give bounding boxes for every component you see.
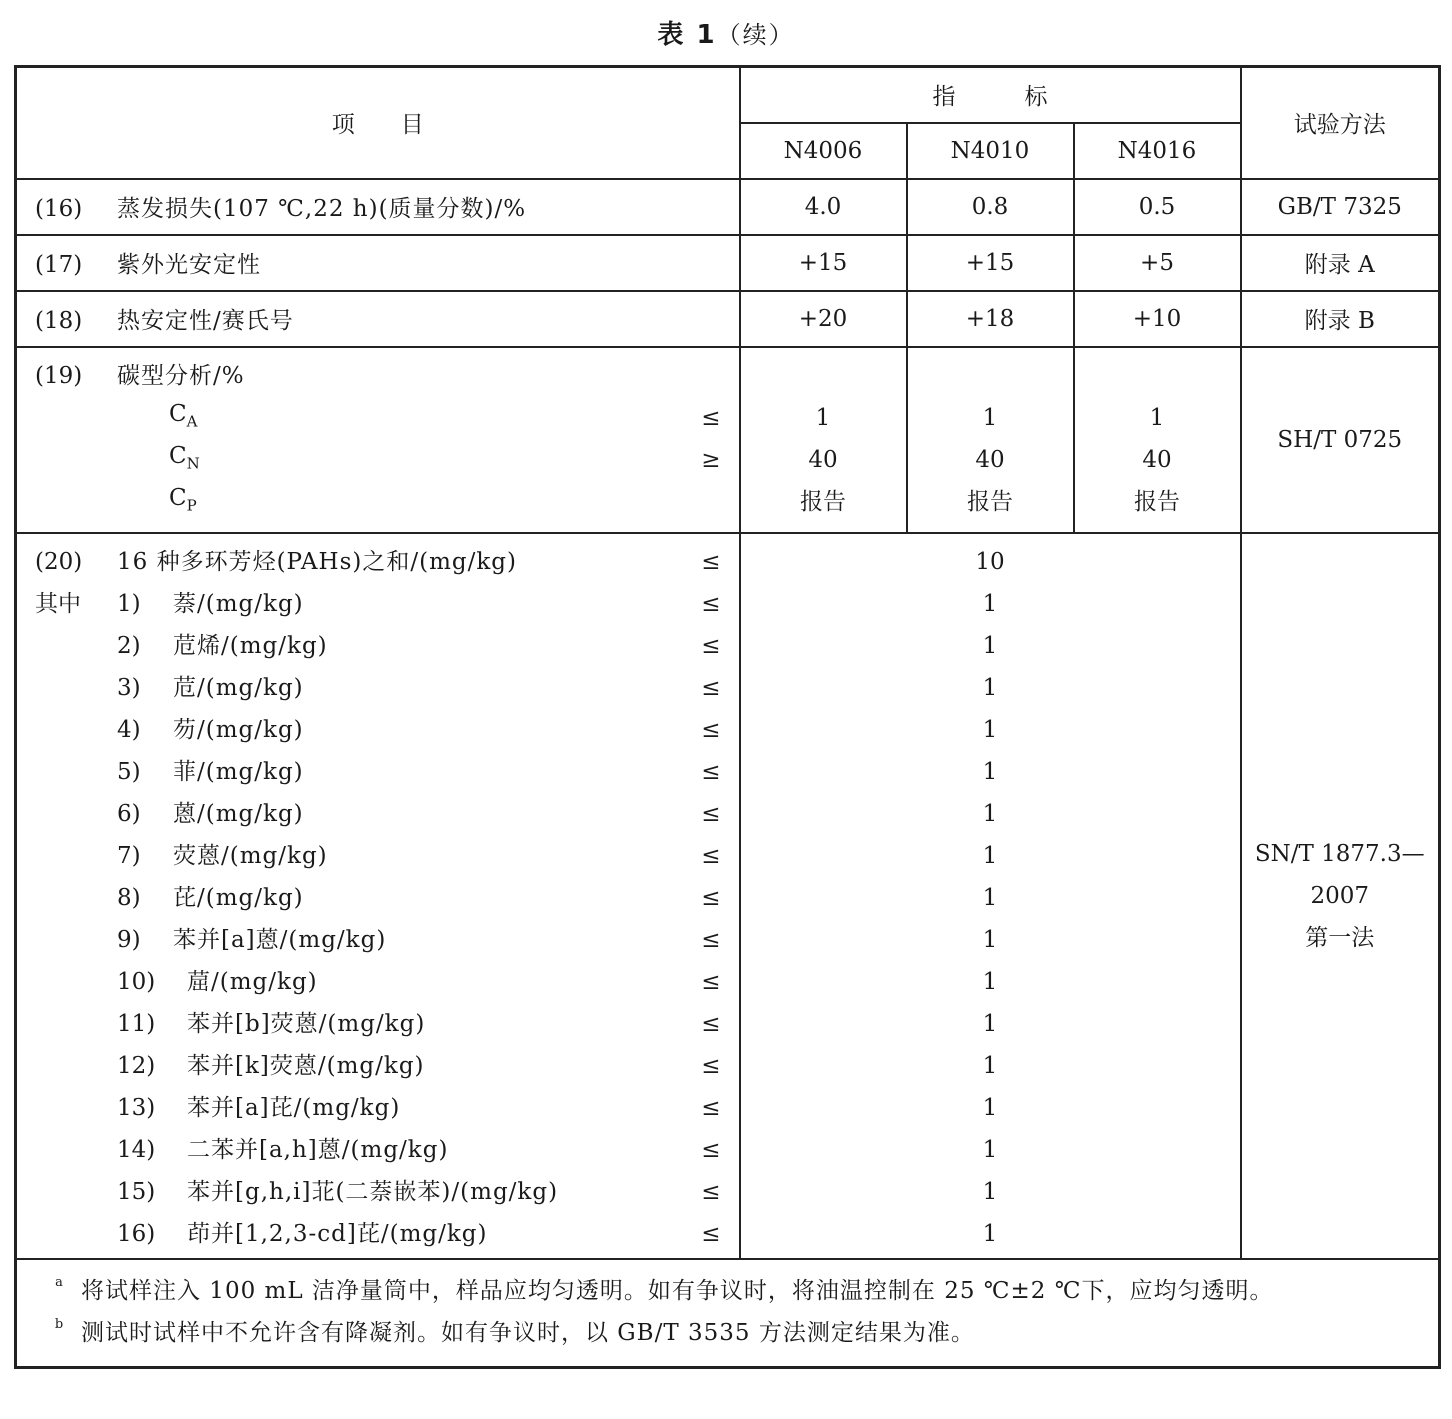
note-b — [37, 1312, 1418, 1354]
inequality-symbol: ≤ — [701, 1220, 721, 1247]
item-index: 13) — [117, 1094, 156, 1121]
value-cell: 1 — [982, 884, 998, 911]
inequality-symbol: ≤ — [701, 884, 721, 911]
value-cell: 1 — [982, 800, 998, 827]
method-cell: 附录 A — [1241, 235, 1440, 291]
item-name: 苯并[a]蒽/(mg/kg) — [173, 926, 387, 953]
inequality-symbol: ≤ — [701, 842, 721, 869]
title-continued: （续） — [716, 21, 795, 49]
pah-total-line — [17, 541, 739, 583]
value-cell: +20 — [740, 291, 907, 347]
value-cell: 报告 — [1134, 488, 1180, 515]
header-index: 指 标 — [740, 67, 1241, 123]
row-number: (18) — [35, 308, 83, 334]
note-text: 测试时试样中不允许含有降凝剂。如有争议时，以 GB/T 3535 方法测定结果为准。 — [81, 1319, 975, 1346]
item-name: 茚并[1,2,3-cd]芘/(mg/kg) — [187, 1220, 488, 1247]
item-index: 10) — [117, 968, 156, 995]
method-line: SN/T 1877.3— — [1254, 840, 1425, 867]
method-line: 第一法 — [1305, 924, 1375, 951]
pah-values — [740, 533, 1241, 1259]
inequality-symbol: ≥ — [701, 446, 721, 473]
value-cell: +18 — [907, 291, 1074, 347]
pah-values-list — [741, 583, 1240, 1255]
item-index: 5) — [117, 758, 141, 785]
item-index: 11) — [117, 1010, 156, 1037]
inequality-symbol: ≤ — [701, 1094, 721, 1121]
pah-items — [17, 583, 739, 1255]
pah-item-line — [17, 625, 739, 667]
item-index: 15) — [117, 1178, 156, 1205]
carbon-base: C — [169, 484, 187, 511]
item-name: 苊/(mg/kg) — [173, 674, 304, 701]
item-index: 16) — [117, 1220, 156, 1247]
item-name: 芴/(mg/kg) — [173, 716, 304, 743]
value-cell: 报告 — [800, 488, 846, 515]
header-item: 项 目 — [16, 67, 740, 179]
item-index: 8) — [117, 884, 141, 911]
value-cell: 1 — [982, 1178, 998, 1205]
header-grade-n4010: N4010 — [907, 123, 1074, 179]
inequality-symbol: ≤ — [701, 590, 721, 617]
inequality-symbol: ≤ — [701, 1178, 721, 1205]
row-name: 热安定性/赛氏号 — [117, 308, 294, 334]
item-name: 蒽/(mg/kg) — [173, 800, 304, 827]
item-index: 4) — [117, 716, 141, 743]
pah-item-line — [17, 1045, 739, 1087]
row-17-item — [16, 235, 740, 291]
value-cell: 1 — [982, 926, 998, 953]
value-cell: 0.8 — [907, 179, 1074, 235]
pah-item-line — [17, 877, 739, 919]
pah-item-line — [17, 751, 739, 793]
pah-item-line — [17, 919, 739, 961]
inequality-symbol: ≤ — [701, 758, 721, 785]
carbon-subscript: P — [186, 496, 197, 515]
carbon-values-n4016 — [1074, 347, 1241, 533]
value-cell: 1 — [982, 842, 998, 869]
carbon-subscript: N — [186, 454, 200, 473]
value-cell: +10 — [1074, 291, 1241, 347]
value-cell: 报告 — [967, 488, 1013, 515]
value-cell: 1 — [1149, 404, 1165, 431]
item-index: 1) — [117, 590, 141, 617]
row-number: (17) — [35, 252, 83, 278]
item-name: 菲/(mg/kg) — [173, 758, 304, 785]
inequality-symbol: ≤ — [701, 1010, 721, 1037]
pah-item-line — [17, 961, 739, 1003]
inequality-symbol: ≤ — [701, 632, 721, 659]
carbon-values-n4010 — [907, 347, 1074, 533]
row-20-item — [16, 533, 740, 1259]
carbon-base: C — [169, 442, 187, 469]
row-name: 16 种多环芳烃(PAHs)之和/(mg/kg) — [117, 548, 517, 575]
row-18-item — [16, 291, 740, 347]
item-index: 14) — [117, 1136, 156, 1163]
carbon-values-n4006 — [740, 347, 907, 533]
method-cell: 附录 B — [1241, 291, 1440, 347]
value-cell: 40 — [975, 446, 1005, 473]
item-name: 二苯并[a,h]蒽/(mg/kg) — [187, 1136, 449, 1163]
item-name: 苯并[a]芘/(mg/kg) — [187, 1094, 401, 1121]
method-line: 2007 — [1310, 882, 1370, 909]
item-name: 苯并[b]荧蒽/(mg/kg) — [187, 1010, 426, 1037]
pah-item-line — [17, 793, 739, 835]
table-row — [16, 179, 1440, 235]
inequality-symbol: ≤ — [701, 800, 721, 827]
header-method: 试验方法 — [1241, 67, 1440, 179]
spec-table — [14, 65, 1441, 1369]
pah-item-line — [17, 1087, 739, 1129]
row-number: (20) — [35, 548, 83, 575]
carbon-cn-line — [17, 439, 739, 481]
value-cell: 40 — [808, 446, 838, 473]
item-index: 7) — [117, 842, 141, 869]
note-text: 将试样注入 100 mL 洁净量筒中，样品应均匀透明。如有争议时，将油温控制在 25 ℃±2 ℃下，应均匀透明。 — [81, 1277, 1274, 1304]
value-cell: 40 — [1142, 446, 1172, 473]
value-cell: 1 — [815, 404, 831, 431]
value-cell: 1 — [982, 632, 998, 659]
pah-method-cell — [1241, 533, 1440, 1259]
footnote-mark: a — [55, 1274, 63, 1290]
inequality-symbol: ≤ — [701, 1136, 721, 1163]
value-cell: 1 — [982, 968, 998, 995]
item-index: 2) — [117, 632, 141, 659]
inequality-symbol: ≤ — [701, 1052, 721, 1079]
pah-item-line — [17, 1003, 739, 1045]
note-a — [37, 1270, 1418, 1312]
title-text: 表 1 — [657, 20, 717, 50]
item-name: 苊烯/(mg/kg) — [173, 632, 328, 659]
value-cell: 1 — [982, 1094, 998, 1121]
inequality-symbol: ≤ — [701, 926, 721, 953]
row-name: 蒸发损失(107 ℃,22 h)(质量分数)/% — [117, 196, 527, 222]
inequality-symbol: ≤ — [701, 968, 721, 995]
inequality-symbol: ≤ — [701, 716, 721, 743]
item-name: 苯并[g,h,i]苝(二萘嵌苯)/(mg/kg) — [187, 1178, 559, 1205]
value-cell: 1 — [982, 716, 998, 743]
among-label: 其中 — [35, 590, 81, 617]
item-name: 苯并[k]荧蒽/(mg/kg) — [187, 1052, 425, 1079]
item-name: 芘/(mg/kg) — [173, 884, 304, 911]
value-cell: 1 — [982, 674, 998, 701]
table-row — [16, 235, 1440, 291]
value-cell: 1 — [982, 1052, 998, 1079]
method-cell: GB/T 7325 — [1241, 179, 1440, 235]
pah-item-line — [17, 667, 739, 709]
item-index: 3) — [117, 674, 141, 701]
value-cell: 1 — [982, 1136, 998, 1163]
value-cell: 1 — [982, 404, 998, 431]
row-16-item — [16, 179, 740, 235]
row-name: 碳型分析/% — [117, 362, 245, 389]
value-cell: 1 — [982, 590, 998, 617]
pah-item-line — [17, 1171, 739, 1213]
pah-item-line — [17, 1213, 739, 1255]
value-cell: 1 — [982, 1220, 998, 1247]
value-cell: 1 — [982, 758, 998, 785]
pah-item-line — [17, 1129, 739, 1171]
value-cell: +15 — [740, 235, 907, 291]
item-name: 萘/(mg/kg) — [173, 590, 304, 617]
row-number: (19) — [35, 362, 83, 389]
footnote-mark: b — [54, 1316, 64, 1332]
value-cell: +5 — [1074, 235, 1241, 291]
item-name: 荧蒽/(mg/kg) — [173, 842, 328, 869]
table-row — [16, 347, 1440, 533]
row-number: (16) — [35, 196, 83, 222]
value-cell: 10 — [975, 548, 1005, 575]
carbon-cp-line — [17, 481, 739, 523]
item-name: 䓛/(mg/kg) — [187, 968, 318, 995]
row-19-item — [16, 347, 740, 533]
notes-cell — [16, 1259, 1440, 1368]
method-cell: SH/T 0725 — [1241, 347, 1440, 533]
row-name: 紫外光安定性 — [117, 252, 261, 278]
value-cell: 0.5 — [1074, 179, 1241, 235]
inequality-symbol: ≤ — [701, 548, 721, 575]
item-index: 12) — [117, 1052, 156, 1079]
carbon-base: C — [169, 400, 187, 427]
carbon-subscript: A — [186, 412, 198, 431]
notes-row — [16, 1259, 1440, 1368]
inequality-symbol: ≤ — [701, 404, 721, 431]
header-grade-n4016: N4016 — [1074, 123, 1241, 179]
item-index: 6) — [117, 800, 141, 827]
table-row — [16, 291, 1440, 347]
value-cell: 4.0 — [740, 179, 907, 235]
carbon-ca-line — [17, 397, 739, 439]
value-cell: 1 — [982, 1010, 998, 1037]
pah-item-line — [17, 709, 739, 751]
header-grade-n4006: N4006 — [740, 123, 907, 179]
pah-item-line — [17, 583, 739, 625]
inequality-symbol: ≤ — [701, 674, 721, 701]
item-index: 9) — [117, 926, 141, 953]
value-cell: +15 — [907, 235, 1074, 291]
pah-item-line — [17, 835, 739, 877]
table-title — [0, 14, 1452, 51]
table-row — [16, 533, 1440, 1259]
